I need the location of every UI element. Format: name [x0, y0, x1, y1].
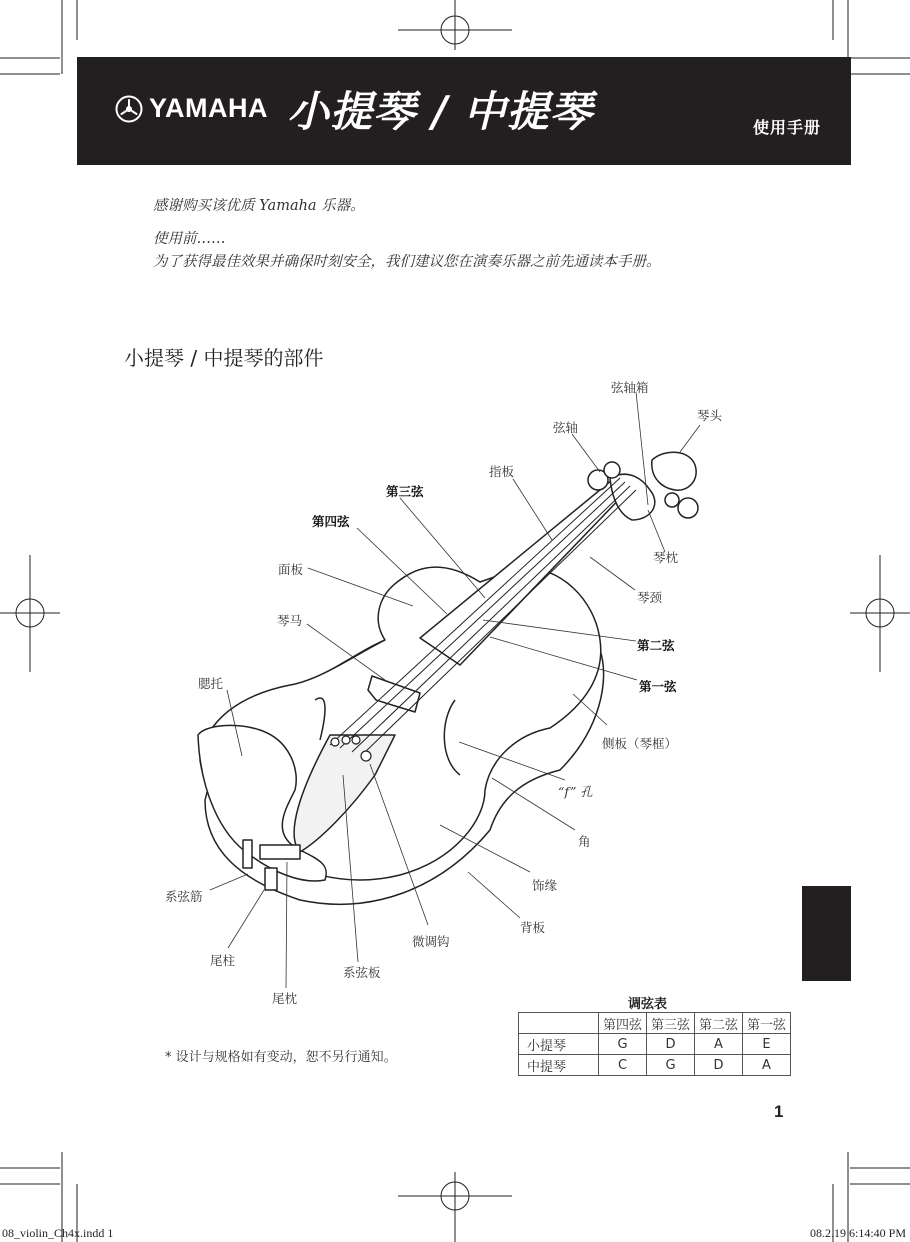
tuning-col-header: 第三弦 — [647, 1013, 695, 1034]
tuning-table-caption: 调弦表 — [628, 997, 668, 1012]
label-peg: 弦轴 — [553, 420, 579, 435]
label-chinrest: 腮托 — [198, 676, 224, 691]
intro-advice: 为了获得最佳效果并确保时刻安全，我们建议您在演奏乐器之前先通读本手册。 — [153, 254, 661, 270]
tuning-col-header: 第一弦 — [743, 1013, 791, 1034]
page-number: 1 — [774, 1102, 784, 1121]
footer-file-slug: 08_violin_Ch4x.indd 1 — [2, 1226, 114, 1240]
label-second-string: 第二弦 — [637, 638, 675, 653]
label-f-hole: “f” 孔 — [558, 784, 593, 799]
tuning-note: E — [743, 1034, 791, 1055]
label-ribs: 侧板（琴框） — [602, 736, 678, 751]
tuning-header-row — [519, 1013, 791, 1034]
label-bridge: 琴马 — [277, 613, 303, 628]
tuning-row-violin — [519, 1034, 791, 1055]
tuning-note: D — [647, 1034, 695, 1055]
footer-timestamp: 08.2.19 6:14:40 PM — [809, 1226, 906, 1240]
tuning-note: D — [695, 1055, 743, 1076]
intro-thanks: 感谢购买该优质 Yamaha 乐器。 — [153, 198, 365, 214]
label-purfling: 饰缘 — [532, 878, 558, 893]
tuning-col-header: 第四弦 — [599, 1013, 647, 1034]
label-saddle: 尾枕 — [272, 991, 298, 1006]
violin-peg-4 — [665, 493, 679, 507]
chapter-tab — [802, 886, 851, 981]
label-fingerboard: 指板 — [489, 464, 515, 479]
label-scroll: 琴头 — [697, 408, 723, 423]
label-fourth-string: 第四弦 — [312, 514, 350, 529]
spec-change-note: * 设计与规格如有变动，恕不另行通知。 — [165, 1050, 397, 1065]
label-peg-box: 弦轴箱 — [611, 380, 649, 395]
label-third-string: 第三弦 — [386, 484, 424, 499]
tuning-table — [518, 1012, 791, 1076]
brand-name: YAMAHA — [149, 93, 269, 123]
page-title: 小提琴 / 中提琴 — [287, 87, 593, 136]
intro-before-use: 使用前…… — [153, 231, 226, 247]
tuning-row-name: 小提琴 — [519, 1034, 599, 1055]
violin-peg-2 — [604, 462, 620, 478]
violin-tailgut — [243, 840, 252, 868]
tuning-note: C — [599, 1055, 647, 1076]
violin-peg-3 — [678, 498, 698, 518]
label-corner: 角 — [578, 834, 591, 849]
tuning-row-name: 中提琴 — [519, 1055, 599, 1076]
violin-end-pin — [265, 868, 277, 890]
tuning-note: G — [599, 1034, 647, 1055]
violin-saddle — [260, 845, 300, 859]
label-tailpiece: 系弦板 — [343, 965, 381, 980]
tuning-corner-cell — [519, 1013, 599, 1034]
tuning-note: G — [647, 1055, 695, 1076]
label-neck: 琴颈 — [637, 590, 663, 605]
section-title: 小提琴 / 中提琴的部件 — [124, 346, 324, 370]
label-fine-tuner: 微调钩 — [412, 934, 450, 949]
violin-scroll — [652, 452, 696, 490]
tuning-note: A — [695, 1034, 743, 1055]
label-first-string: 第一弦 — [639, 679, 677, 694]
label-nut: 琴枕 — [653, 550, 679, 565]
tuning-col-header: 第二弦 — [695, 1013, 743, 1034]
manual-label: 使用手册 — [752, 118, 821, 137]
label-end-pin: 尾柱 — [210, 953, 236, 968]
tuning-note: A — [743, 1055, 791, 1076]
label-tailgut: 系弦筋 — [165, 889, 203, 904]
tuning-row-viola — [519, 1055, 791, 1076]
label-top-plate: 面板 — [278, 562, 304, 577]
label-back-plate: 背板 — [520, 920, 546, 935]
